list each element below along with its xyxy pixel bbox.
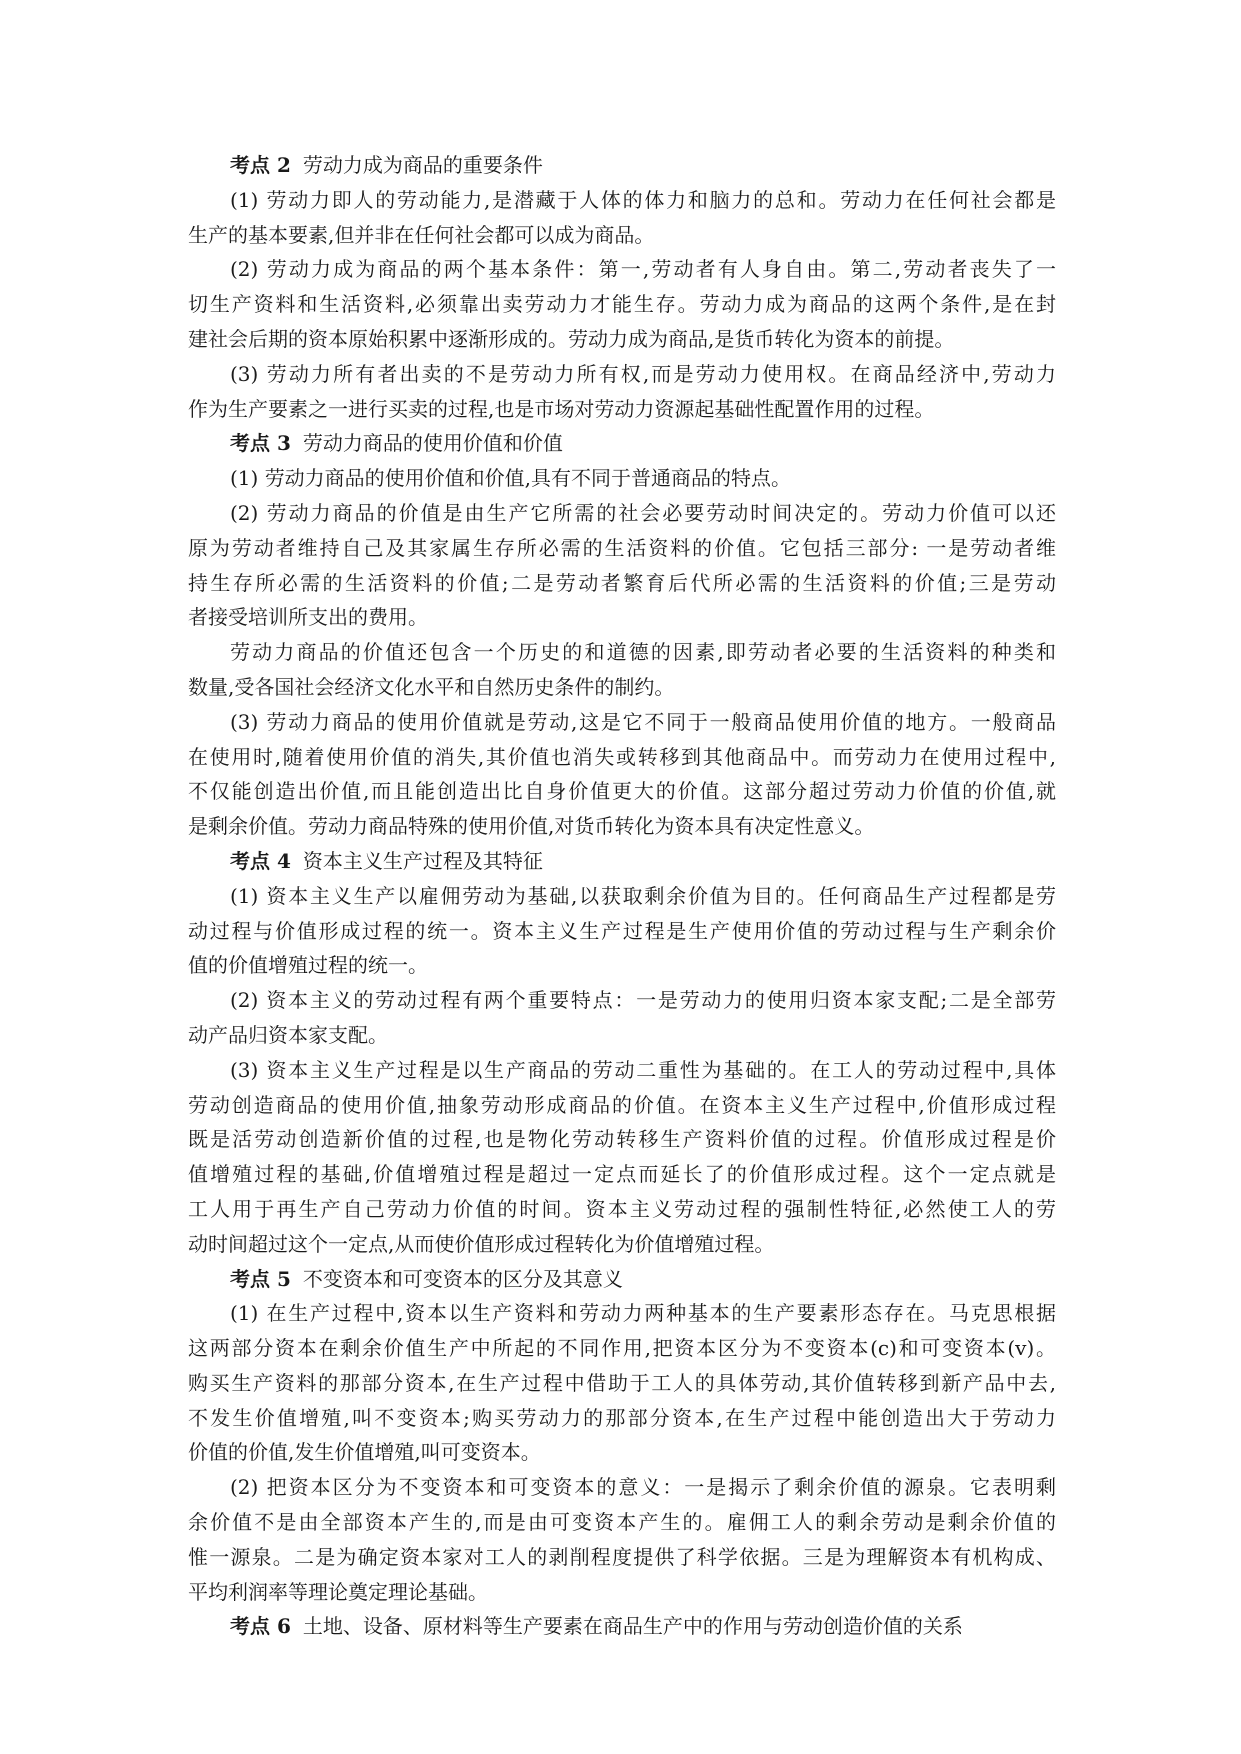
text-line: 是剩余价值。劳动力商品特殊的使用价值,对货币转化为资本具有决定性意义。 [188,814,875,839]
text-line: 劳动力商品的价值还包含一个历史的和道德的因素,即劳动者必要的生活资料的种类和 [230,640,1056,665]
section-title: 资本主义生产过程及其特征 [302,848,543,873]
document-page [188,148,1056,1644]
paragraph [188,705,1056,844]
text-line: 动过程与价值形成过程的统一。资本主义生产过程是生产使用价值的劳动过程与生产剩余价 [188,918,1056,943]
text-line: (2) 劳动力成为商品的两个基本条件：第一,劳动者有人身自由。第二,劳动者丧失了一 [230,257,1056,282]
section-heading [188,148,1056,183]
text-line: (1) 在生产过程中,资本以生产资料和劳动力两种基本的生产要素形态存在。马克思根据 [230,1301,1056,1326]
text-line: 值的价值增殖过程的统一。 [188,953,428,978]
text-line: (2) 劳动力商品的价值是由生产它所需的社会必要劳动时间决定的。劳动力价值可以还 [230,500,1056,525]
text-line: 值增殖过程的基础,价值增殖过程是超过一定点而延长了的价值形成过程。这个一定点就是 [188,1162,1056,1187]
text-line: (3) 劳动力所有者出卖的不是劳动力所有权,而是劳动力使用权。在商品经济中,劳动力 [230,361,1056,386]
section-heading [188,1609,1056,1644]
paragraph [188,357,1056,427]
text-line: 切生产资料和生活资料,必须靠出卖劳动力才能生存。劳动力成为商品的这两个条件,是在封 [188,292,1056,317]
text-line: 购买生产资料的那部分资本,在生产过程中借助于工人的具体劳动,其价值转移到新产品中去, [188,1370,1056,1395]
paragraph [188,496,1056,635]
text-line: 平均利润率等理论奠定理论基础。 [188,1579,488,1604]
text-line: 动时间超过这个一定点,从而使价值形成过程转化为价值增殖过程。 [188,1231,775,1256]
paragraph [188,1296,1056,1470]
text-line: 惟一源泉。二是为确定资本家对工人的剥削程度提供了科学依据。三是为理解资本有机构成、 [188,1544,1056,1569]
text-line: 者接受培训所支出的费用。 [188,605,428,630]
text-line: (1) 劳动力商品的使用价值和价值,具有不同于普通商品的特点。 [230,466,792,491]
section-title: 劳动力成为商品的重要条件 [302,153,543,177]
text-line: 既是活劳动创造新价值的过程,也是物化劳动转移生产资料价值的过程。价值形成过程是价 [188,1127,1056,1152]
text-line: 余价值不是由全部资本产生的,而是由可变资本产生的。雇佣工人的剩余劳动是剩余价值的 [188,1510,1056,1535]
section-label: 考点 6 [230,1614,291,1639]
text-line: (2) 把资本区分为不变资本和可变资本的意义：一是揭示了剩余价值的源泉。它表明剩 [230,1475,1056,1500]
text-line: 不发生价值增殖,叫不变资本;购买劳动力的那部分资本,在生产过程中能创造出大于劳动力 [188,1405,1056,1430]
section-label: 考点 3 [230,431,291,456]
text-line: 价值的价值,发生价值增殖,叫可变资本。 [188,1440,541,1465]
text-line: 劳动创造商品的使用价值,抽象劳动形成商品的价值。在资本主义生产过程中,价值形成过程 [188,1092,1056,1117]
paragraph [188,461,1056,496]
text-line: 建社会后期的资本原始积累中逐渐形成的。劳动力成为商品,是货币转化为资本的前提。 [188,326,955,351]
paragraph [188,1470,1056,1609]
section-heading [188,426,1056,461]
section-title: 劳动力商品的使用价值和价值 [302,431,563,456]
text-line: 持生存所必需的生活资料的价值;二是劳动者繁育后代所必需的生活资料的价值;三是劳动 [188,570,1056,595]
paragraph [188,252,1056,356]
text-line: 作为生产要素之一进行买卖的过程,也是市场对劳动力资源起基础性配置作用的过程。 [188,396,935,421]
section-label: 考点 5 [230,1266,291,1291]
text-line: 原为劳动者维持自己及其家属生存所必需的生活资料的价值。它包括三部分: 一是劳动者维 [188,535,1056,560]
text-line: 不仅能创造出价值,而且能创造出比自身价值更大的价值。这部分超过劳动力价值的价值,就 [188,779,1056,804]
paragraph [188,879,1056,983]
text-line: 在使用时,随着使用价值的消失,其价值也消失或转移到其他商品中。而劳动力在使用过程中, [188,744,1056,769]
paragraph [188,1053,1056,1262]
section-label: 考点 2 [230,153,291,177]
text-line: (1) 劳动力即人的劳动能力,是潜藏于人体的体力和脑力的总和。劳动力在任何社会都是 [230,187,1056,212]
text-line: 生产的基本要素,但并非在任何社会都可以成为商品。 [188,222,655,247]
section-label: 考点 4 [230,848,291,873]
text-line: (1) 资本主义生产以雇佣劳动为基础,以获取剩余价值为目的。任何商品生产过程都是劳 [230,883,1056,908]
section-title: 土地、设备、原材料等生产要素在商品生产中的作用与劳动创造价值的关系 [302,1614,963,1639]
paragraph [188,183,1056,253]
text-line: 工人用于再生产自己劳动力价值的时间。资本主义劳动过程的强制性特征,必然使工人的劳 [188,1196,1056,1221]
text-line: 这两部分资本在剩余价值生产中所起的不同作用,把资本区分为不变资本(c)和可变资本(v)。 [188,1336,1056,1361]
paragraph [188,635,1056,705]
text-line: 数量,受各国社会经济文化水平和自然历史条件的制约。 [188,674,675,699]
text-line: (3) 资本主义生产过程是以生产商品的劳动二重性为基础的。在工人的劳动过程中,具体 [230,1057,1056,1082]
section-heading [188,844,1056,879]
text-line: 动产品归资本家支配。 [188,1022,388,1047]
section-title: 不变资本和可变资本的区分及其意义 [302,1266,623,1291]
paragraph [188,983,1056,1053]
text-line: (2) 资本主义的劳动过程有两个重要特点：一是劳动力的使用归资本家支配;二是全部劳 [230,988,1056,1013]
text-line: (3) 劳动力商品的使用价值就是劳动,这是它不同于一般商品使用价值的地方。一般商品 [230,709,1056,734]
section-heading [188,1262,1056,1297]
